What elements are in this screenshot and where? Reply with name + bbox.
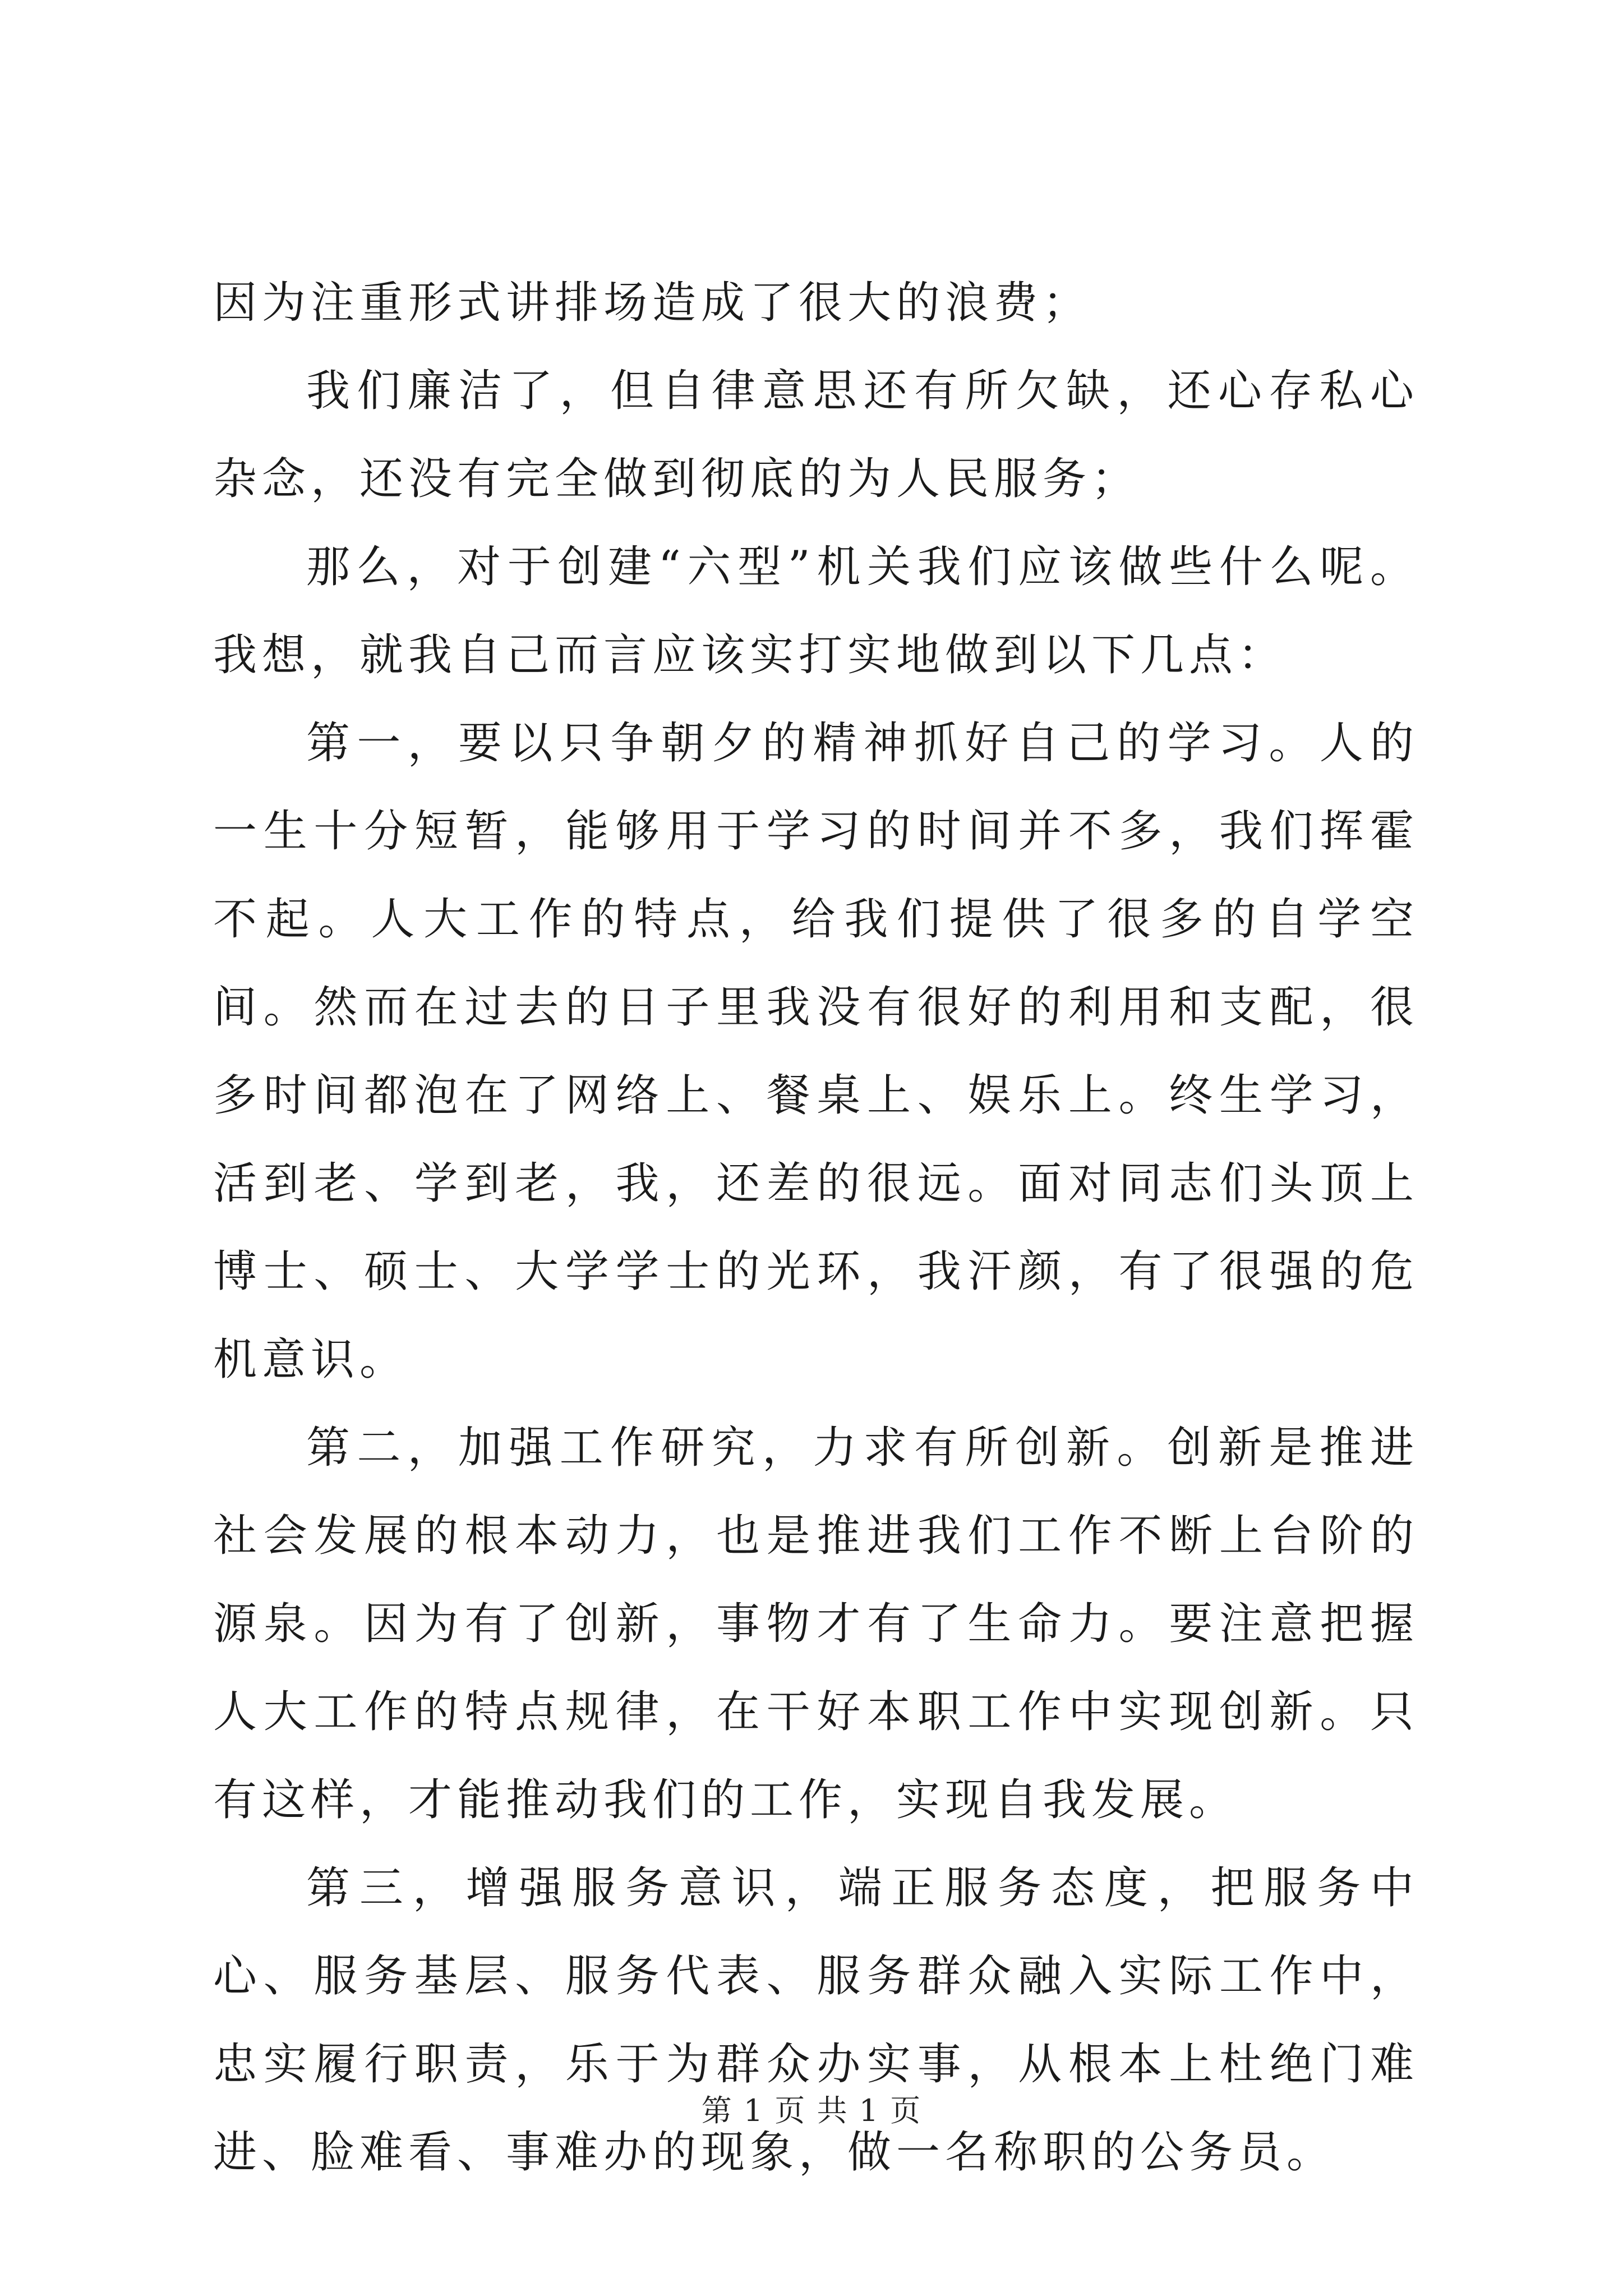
paragraph-continuation: 因为注重形式讲排场造成了很大的浪费；: [213, 278, 1092, 328]
paragraph-self-discipline: 我们廉洁了，但自律意思还有所欠缺，还心存私心杂念，还没有完全做到彻底的为人民服务；: [213, 366, 1419, 504]
paragraph-first-point: 第一，要以只争朝夕的精神抓好自己的学习。人的一生十分短暂，能够用于学习的时间并不多，我们挥霍不起。人大工作的特点，给我们提供了很多的自学空间。然而在过去的日子里我没有很好的利用和支配，很多时间都泡在了网络上、餐桌上、娱乐上。终生学习，活到老、学到老，我，还差的很远。面对同志们头顶上博士、硕士、大学学士的光环，我汗颜，有了很强的危机意识。: [213, 718, 1419, 1385]
paragraph-third-point: 第三，增强服务意识，端正服务态度，把服务中心、服务基层、服务代表、服务群众融入实际工作中，忠实履行职责，乐于为群众办实事，从根本上杜绝门难进、脸难看、事难办的现象，做一名称职的公务员。: [213, 1863, 1419, 2178]
page-footer: 第 1 页 共 1 页: [701, 2093, 922, 2128]
paragraph-second-point: 第二，加强工作研究，力求有所创新。创新是推进社会发展的根本动力，也是推进我们工作不断上台阶的源泉。因为有了创新，事物才有了生命力。要注意把握人大工作的特点规律，在干好本职工作中实现创新。只有这样，才能推动我们的工作，实现自我发展。: [213, 1423, 1419, 1825]
document-body: [213, 259, 1419, 2197]
paragraph-what-to-do: 那么，对于创建“六型”机关我们应该做些什么呢。我想，就我自己而言应该实打实地做到以下几点：: [213, 542, 1419, 680]
